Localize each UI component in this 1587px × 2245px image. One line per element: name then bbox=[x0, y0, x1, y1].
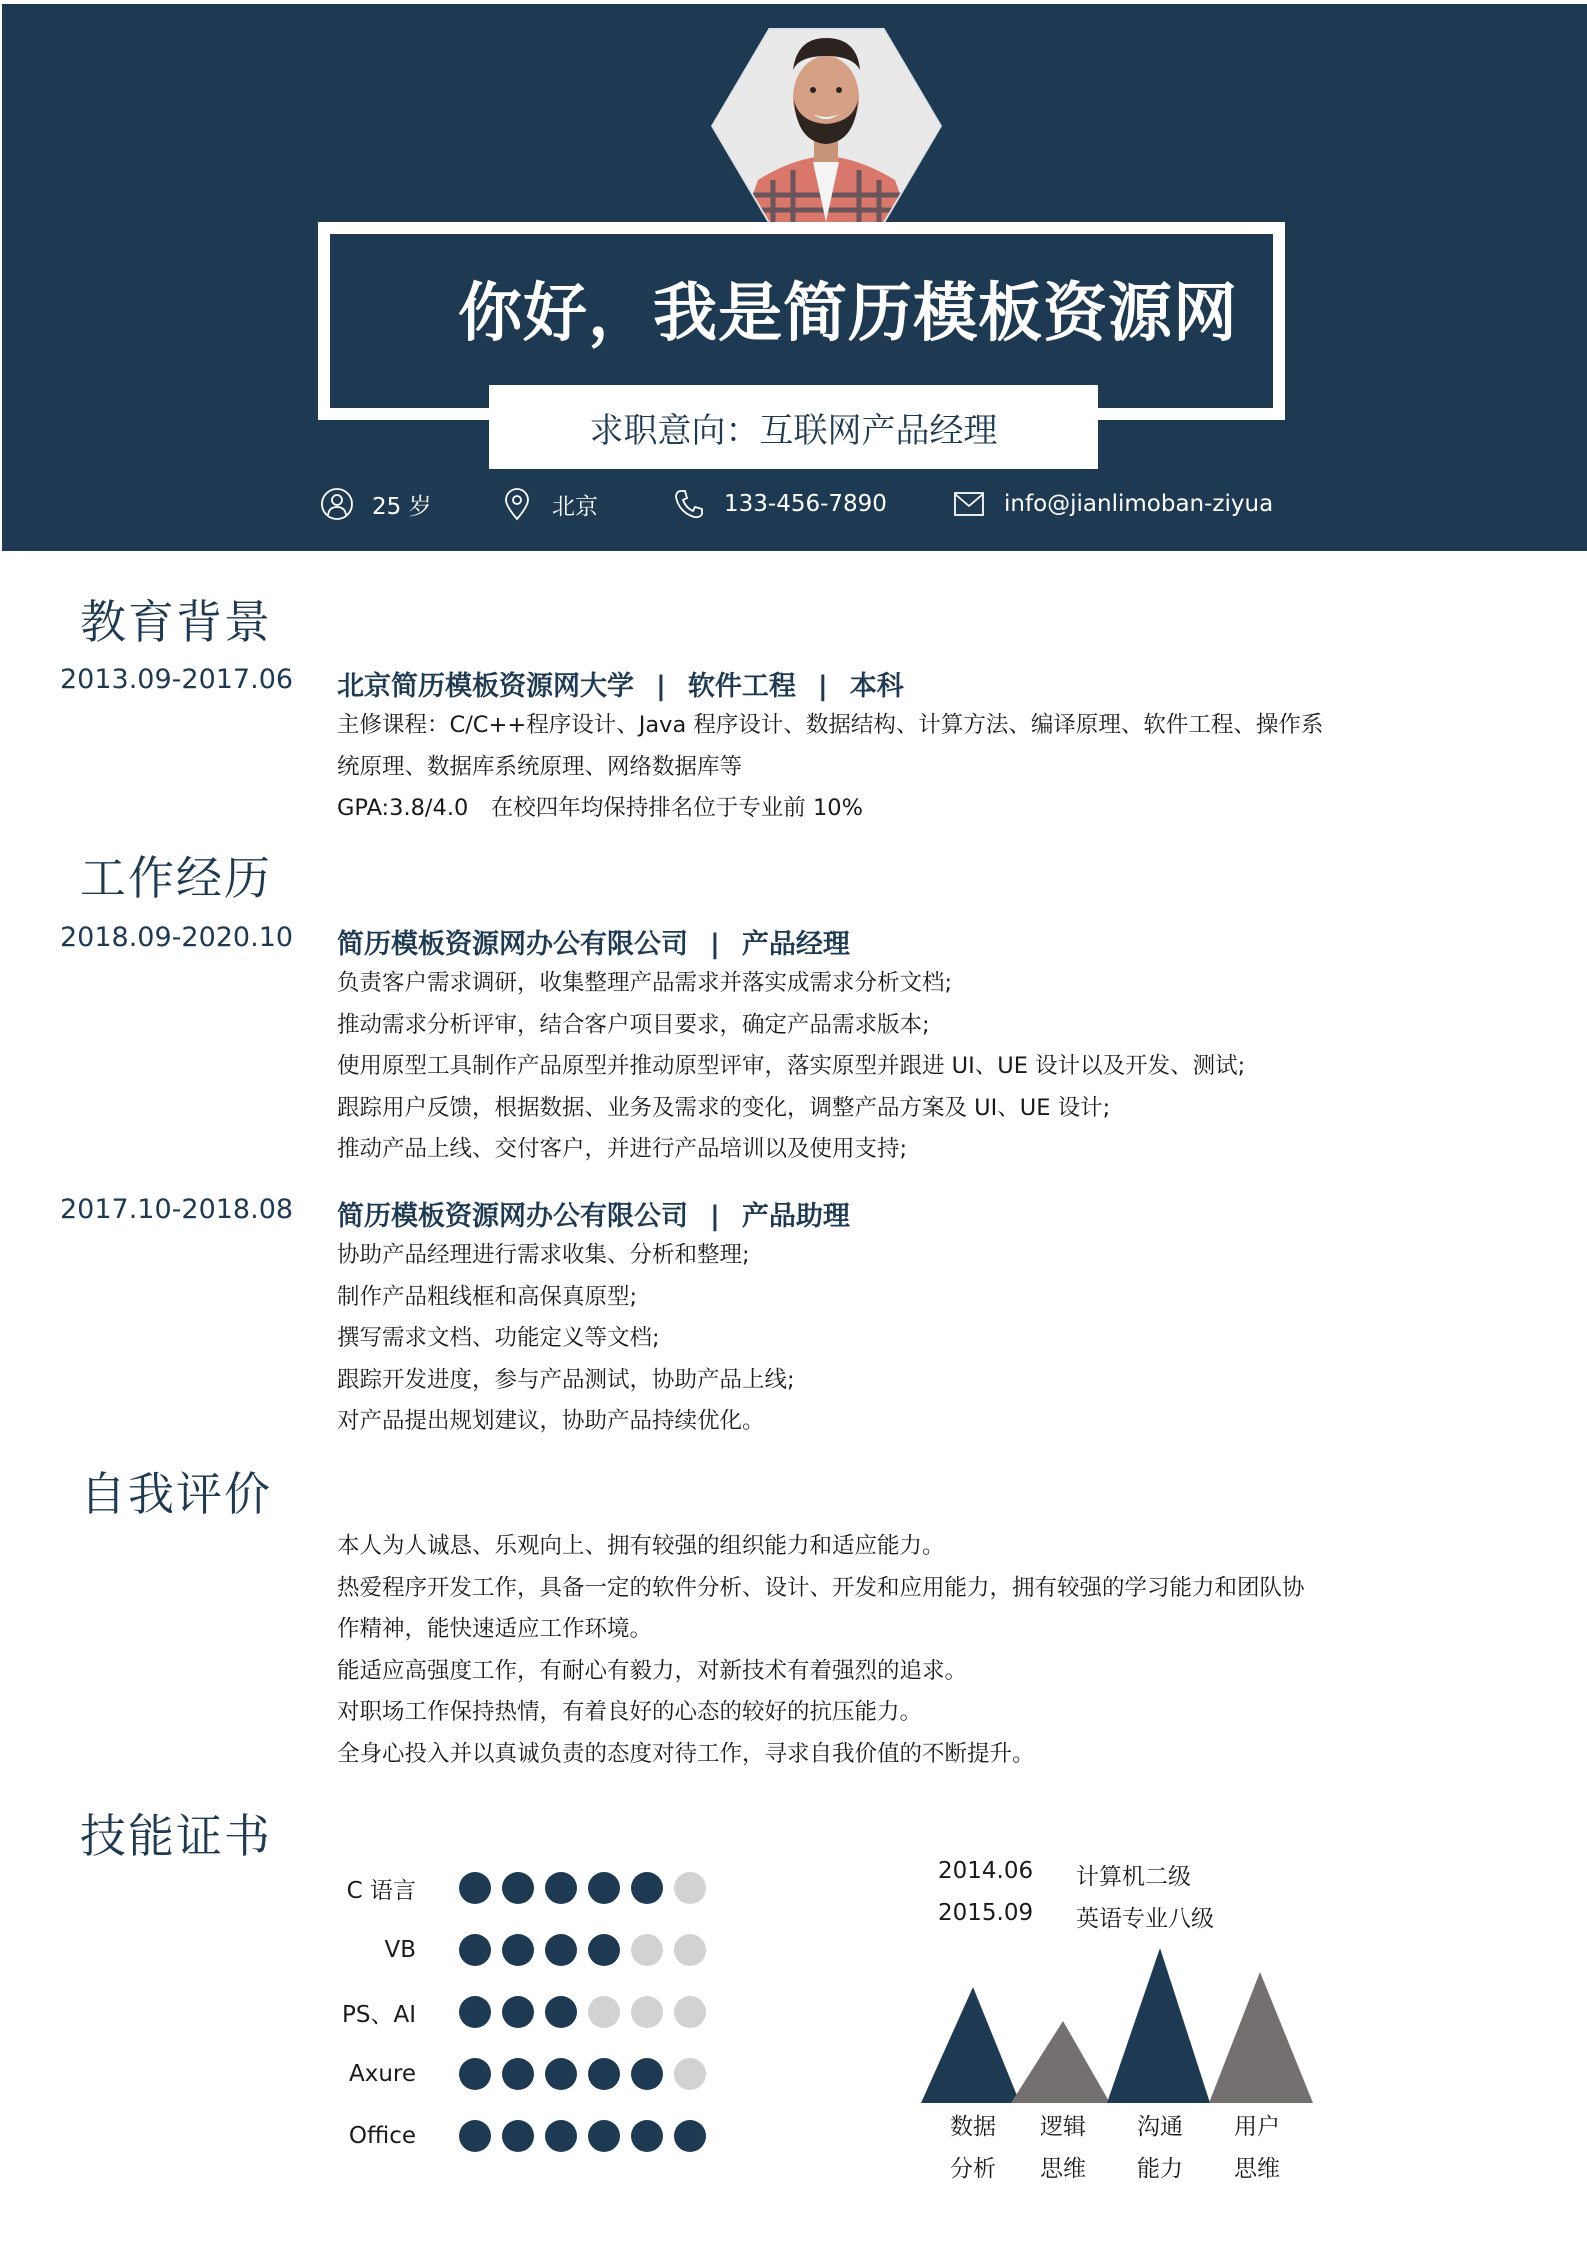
duty-line: 对产品提出规划建议，协助产品持续优化。 bbox=[337, 1408, 765, 1434]
skill-level-dots bbox=[459, 1996, 717, 2028]
level-dot-empty bbox=[588, 1996, 620, 2028]
duty-line: 撰写需求文档、功能定义等文档; bbox=[337, 1325, 660, 1351]
certificate-item bbox=[938, 1900, 1214, 1933]
skill-level-dots bbox=[459, 2058, 717, 2090]
certificate-name: 英语专业八级 bbox=[1076, 1906, 1214, 1932]
contact-email bbox=[952, 484, 1273, 524]
level-dot-filled bbox=[502, 1996, 534, 2028]
ability-label: 沟通 能力 bbox=[1137, 2114, 1183, 2182]
skill-name: C 语言 bbox=[346, 1877, 416, 1904]
contact-location bbox=[500, 484, 598, 524]
level-dot-filled bbox=[588, 2058, 620, 2090]
level-dot-filled bbox=[588, 2120, 620, 2152]
job-role: 产品经理 bbox=[741, 929, 850, 960]
detail-line: 统原理、数据库系统原理、网络数据库等 bbox=[337, 753, 743, 780]
location-text: 北京 bbox=[552, 493, 598, 520]
duty-line: 使用原型工具制作产品原型并推动原型评审，落实原型并跟进 UI、UE 设计以及开发、测试; bbox=[337, 1053, 1246, 1079]
level-dot-filled bbox=[588, 1934, 620, 1966]
work-heading bbox=[337, 922, 850, 961]
separator: | bbox=[656, 671, 666, 702]
duty-line: 推动产品上线、交付客户，并进行产品培训以及使用支持; bbox=[337, 1136, 908, 1162]
skill-row bbox=[300, 1868, 717, 1908]
school-name: 北京简历模板资源网大学 bbox=[337, 671, 634, 702]
mail-icon bbox=[952, 487, 986, 521]
certificate-item bbox=[938, 1858, 1191, 1891]
duty-line: 负责客户需求调研，收集整理产品需求并落实成需求分析文档; bbox=[337, 970, 953, 996]
skill-row bbox=[300, 2054, 717, 2094]
level-dot-filled bbox=[545, 2058, 577, 2090]
evaluation-line: 本人为人诚恳、乐观向上、拥有较强的组织能力和适应能力。 bbox=[337, 1533, 945, 1559]
work-date: 2017.10-2018.08 bbox=[60, 1194, 294, 1225]
skill-row bbox=[300, 1992, 717, 2032]
education-heading bbox=[337, 664, 904, 703]
duty-line: 跟踪开发进度，参与产品测试，协助产品上线; bbox=[337, 1366, 795, 1393]
location-pin-icon bbox=[500, 487, 534, 521]
duty-line: 制作产品粗线框和高保真原型; bbox=[337, 1283, 638, 1310]
evaluation-line: 对职场工作保持热情，有着良好的心态的较好的抗压能力。 bbox=[337, 1699, 923, 1725]
level-dot-filled bbox=[459, 2120, 491, 2152]
level-dot-empty bbox=[674, 1872, 706, 1904]
level-dot-filled bbox=[502, 2120, 534, 2152]
ability-label: 用户 思维 bbox=[1234, 2114, 1280, 2182]
email-text[interactable]: info@jianlimoban-ziyua bbox=[1004, 491, 1274, 517]
education-details bbox=[337, 705, 1397, 830]
level-dot-filled bbox=[588, 1872, 620, 1904]
level-dot-filled bbox=[545, 1872, 577, 1904]
skill-name: Axure bbox=[348, 2061, 416, 2087]
level-dot-filled bbox=[631, 1872, 663, 1904]
section-title-skills: 技能证书 bbox=[80, 1809, 272, 1863]
work-date: 2018.09-2020.10 bbox=[60, 922, 294, 953]
level-dot-filled bbox=[502, 1934, 534, 1966]
contact-age bbox=[320, 484, 432, 524]
detail-line: GPA:3.8/4.0 在校四年均保持排名位于专业前 10% bbox=[337, 795, 863, 821]
skill-name: VB bbox=[384, 1937, 416, 1963]
mountain-data-analysis bbox=[921, 1987, 1020, 2103]
level-dot-filled bbox=[459, 2058, 491, 2090]
ability-mountain-chart bbox=[900, 1930, 1340, 2105]
level-dot-empty bbox=[631, 1934, 663, 1966]
level-dot-empty bbox=[674, 1934, 706, 1966]
mountain-communication bbox=[1107, 1948, 1210, 2103]
skill-row bbox=[300, 1930, 717, 1970]
contact-phone bbox=[672, 484, 887, 524]
duty-line: 跟踪用户反馈，根据数据、业务及需求的变化，调整产品方案及 UI、UE 设计; bbox=[337, 1094, 1111, 1121]
evaluation-line: 全身心投入并以真诚负责的态度对待工作，寻求自我价值的不断提升。 bbox=[337, 1740, 1035, 1767]
level-dot-filled bbox=[459, 1996, 491, 2028]
job-role: 产品助理 bbox=[741, 1201, 850, 1232]
company-name: 简历模板资源网办公有限公司 bbox=[337, 1201, 688, 1232]
phone-icon bbox=[672, 487, 706, 521]
skill-level-dots bbox=[459, 1872, 717, 1904]
education-date: 2013.09-2017.06 bbox=[60, 664, 294, 695]
evaluation-line: 热爱程序开发工作，具备一定的软件分析、设计、开发和应用能力，拥有较强的学习能力和团队协 bbox=[337, 1574, 1305, 1601]
level-dot-filled bbox=[631, 2120, 663, 2152]
duty-line: 推动需求分析评审，结合客户项目要求，确定产品需求版本; bbox=[337, 1011, 930, 1038]
evaluation-line: 作精神，能快速适应工作环境。 bbox=[337, 1616, 653, 1642]
level-dot-filled bbox=[502, 1872, 534, 1904]
self-evaluation-text bbox=[337, 1526, 1397, 1775]
section-title-work: 工作经历 bbox=[80, 851, 272, 905]
level-dot-empty bbox=[674, 1996, 706, 2028]
age-text: 25 岁 bbox=[372, 493, 432, 520]
evaluation-line: 能适应高强度工作，有耐心有毅力，对新技术有着强烈的追求。 bbox=[337, 1657, 968, 1684]
level-dot-filled bbox=[545, 1996, 577, 2028]
major: 软件工程 bbox=[687, 671, 796, 702]
certificate-name: 计算机二级 bbox=[1076, 1864, 1191, 1890]
separator: | bbox=[817, 671, 828, 702]
certificate-date: 2015.09 bbox=[938, 1900, 1034, 1926]
degree: 本科 bbox=[849, 671, 904, 702]
level-dot-empty bbox=[674, 2058, 706, 2090]
level-dot-filled bbox=[459, 1934, 491, 1966]
separator: | bbox=[710, 929, 720, 960]
duty-line: 协助产品经理进行需求收集、分析和整理; bbox=[337, 1242, 750, 1268]
phone-text[interactable]: 133-456-7890 bbox=[724, 491, 887, 517]
skill-level-dots bbox=[459, 2120, 717, 2152]
mountain-logical-thinking bbox=[1011, 2021, 1110, 2103]
separator: | bbox=[710, 1201, 720, 1232]
level-dot-filled bbox=[545, 2120, 577, 2152]
ability-label: 数据 分析 bbox=[950, 2114, 996, 2182]
level-dot-filled bbox=[459, 1872, 491, 1904]
level-dot-filled bbox=[502, 2058, 534, 2090]
page-title: 你好，我是简历模板资源网 bbox=[458, 277, 1238, 351]
skill-name: Office bbox=[348, 2123, 416, 2149]
certificate-date: 2014.06 bbox=[938, 1858, 1034, 1884]
level-dot-filled bbox=[545, 1934, 577, 1966]
company-name: 简历模板资源网办公有限公司 bbox=[337, 929, 688, 960]
job-objective-box bbox=[489, 385, 1098, 469]
work-heading bbox=[337, 1194, 850, 1233]
level-dot-empty bbox=[631, 1996, 663, 2028]
section-title-self-evaluation: 自我评价 bbox=[80, 1467, 272, 1521]
work-duties bbox=[337, 1235, 1397, 1443]
detail-line: 主修课程：C/C++程序设计、Java 程序设计、数据结构、计算方法、编译原理、软件工程、操作系 bbox=[337, 712, 1324, 738]
skill-level-dots bbox=[459, 1934, 717, 1966]
person-icon bbox=[320, 487, 354, 521]
ability-label: 逻辑 思维 bbox=[1040, 2114, 1086, 2182]
section-title-education: 教育背景 bbox=[80, 595, 272, 649]
mountain-user-thinking bbox=[1209, 1972, 1313, 2103]
work-duties bbox=[337, 963, 1397, 1171]
level-dot-filled bbox=[674, 2120, 706, 2152]
skill-name: PS、AI bbox=[342, 2001, 416, 2028]
level-dot-filled bbox=[631, 2058, 663, 2090]
job-objective: 求职意向：互联网产品经理 bbox=[589, 410, 998, 451]
skill-row bbox=[300, 2116, 717, 2156]
